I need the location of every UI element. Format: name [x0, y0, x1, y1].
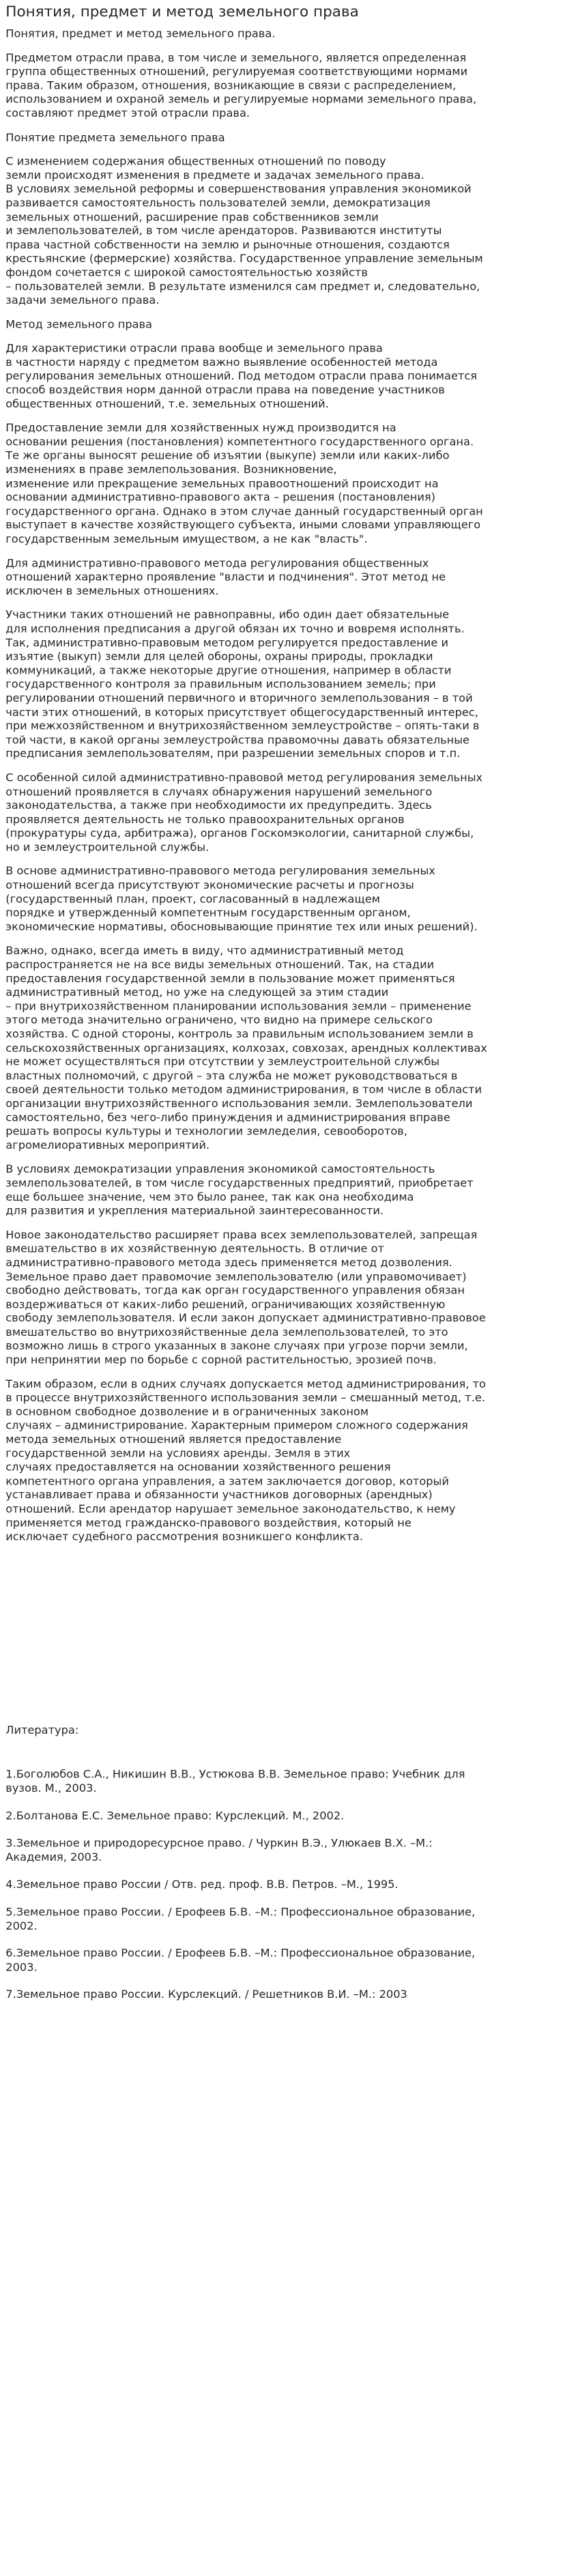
text-line: В условиях земельной реформы и совершенствования управления экономикой: [5, 182, 472, 196]
paragraph: [5, 556, 572, 598]
paragraph: [5, 1162, 572, 1218]
text-line: группа общественных отношений, регулируемая соответствующими нормами: [5, 65, 468, 78]
text-line: крестьянские (фермерские) хозяйства. Государственное управление земельным: [5, 252, 483, 266]
text-line: хозяйства. С одной стороны, контроль за правильным использованием земли в: [5, 1027, 474, 1041]
text-line: агромелиоративных мероприятий.: [5, 1139, 210, 1152]
text-line: отношений. Если арендатор нарушает земельное законодательство, к нему: [5, 1502, 456, 1515]
reference-item: [5, 1905, 572, 1933]
text-line: использованием и охраной земель и регулируемые нормами земельного права,: [5, 92, 477, 106]
text-line: возможно лишь в строго указанных в законе случаях при угрозе порчи земли,: [5, 1339, 468, 1353]
text-line: – при внутрихозяйственном планировании использования земли – применение: [5, 999, 472, 1013]
text-line: проявляется деятельность не только правоохранительных органов: [5, 812, 405, 826]
text-line: для развития и укрепления материальной заинтересованности.: [5, 1204, 384, 1218]
reference-line: 1.Боголюбов С.А., Никишин В.В., Устюкова В.В. Земельное право: Учебник для: [5, 1767, 465, 1781]
text-line: земельных отношений, расширение прав собственников земли: [5, 210, 379, 224]
text-line: способ воздействия норм данной отрасли права на поведение участников: [5, 383, 445, 397]
text-line: задачи земельного права.: [5, 294, 160, 307]
text-line: сельскохозяйственных организациях, колхозах, совхозах, арендных коллективах: [5, 1041, 487, 1055]
text-line: В основе административно-правового метода регулирования земельных: [5, 864, 435, 878]
paragraph: [5, 27, 572, 41]
text-line: отношений всегда присутствуют экономические расчеты и прогнозы: [5, 878, 414, 892]
document-body: [5, 27, 572, 1544]
text-line: части этих отношений, в которых присутствует общегосударственный интерес,: [5, 705, 478, 719]
text-line: вмешательство в их хозяйственную деятельность. В отличие от: [5, 1242, 384, 1255]
paragraph: [5, 317, 572, 331]
text-line: земли происходят изменения в предмете и задачах земельного права.: [5, 169, 424, 182]
paragraph: [5, 865, 572, 934]
text-line: права. Таким образом, отношения, возникающие в связи с распределением,: [5, 78, 457, 92]
literature-heading: Литература:: [5, 1723, 79, 1736]
text-line: еще большее значение, чем это было ранее, так как она необходима: [5, 1190, 414, 1203]
text-line: С изменением содержания общественных отношений по поводу: [5, 154, 386, 168]
reference-gap: [5, 1864, 572, 1878]
text-line: изъятие (выкуп) земли для целей обороны, охраны природы, прокладки: [5, 650, 433, 663]
paragraph: [5, 944, 572, 1152]
paragraph: [5, 1377, 572, 1544]
text-line: Земельное право дает правомочие землепользователю (или управомочивает): [5, 1270, 467, 1283]
text-line: государственным земельным имуществом, а не как "власть".: [5, 532, 368, 545]
text-line: предоставления государственной земли в пользование может применяться: [5, 971, 455, 985]
reference-item: [5, 1809, 572, 1822]
text-line: Новое законодательство расширяет права всех землепользователей, запрещая: [5, 1228, 478, 1242]
reference-item: [5, 1947, 572, 1975]
text-line: исключен в земельных отношениях.: [5, 584, 219, 597]
paragraph: [5, 51, 572, 121]
text-line: землепользователей, в том числе государственных предприятий, приобретает: [5, 1176, 474, 1190]
text-line: Участники таких отношений не равноправны, ибо один дает обязательные: [5, 608, 450, 622]
reference-line: 5.Земельное право России. / Ерофеев Б.В. –М.: Профессиональное образование,: [5, 1905, 476, 1919]
text-line: воздерживаться от каких-либо решений, ограничивающих хозяйственную: [5, 1298, 446, 1311]
text-line: отношений характерно проявление "власти и подчинения". Этот метод не: [5, 570, 446, 584]
reference-line: 2002.: [5, 1919, 38, 1932]
text-line: регулировании отношений первичного и вторичного землепользования – в той: [5, 691, 473, 705]
text-line: применяется метод гражданско-правового воздействия, который не: [5, 1516, 411, 1530]
text-line: В условиях демократизации управления экономикой самостоятельность: [5, 1162, 435, 1176]
paragraph: [5, 342, 572, 412]
reference-line: 6.Земельное право России. / Ерофеев Б.В. –М.: Профессиональное образование,: [5, 1946, 476, 1960]
paragraph: [5, 421, 572, 546]
text-line: при межхозяйственном и внутрихозяйственном землеустройстве – опять-таки в: [5, 719, 480, 732]
text-line: в частности наряду с предметом важно выявление особенностей метода: [5, 355, 438, 369]
text-line: в процессе внутрихозяйственного использования земли – смешанный метод, т.е.: [5, 1391, 486, 1405]
paragraph: [5, 131, 572, 145]
paragraph: [5, 771, 572, 855]
reference-line: 4.Земельное право России / Отв. ред. проф. В.В. Петров. –М., 1995.: [5, 1878, 399, 1891]
reference-line: 7.Земельное право России. Курслекций. / Решетников В.И. –М.: 2003: [5, 1988, 407, 2001]
text-line: но и землеустроительной службы.: [5, 840, 209, 854]
text-line: метода земельных отношений является предоставление: [5, 1433, 342, 1446]
text-line: самостоятельно, без чего-либо принуждения и администрирования вправе: [5, 1111, 450, 1124]
text-line: государственного контроля за правильным использованием земель; при: [5, 677, 436, 691]
text-line: общественных отношений, т.е. земельных отношений.: [5, 397, 329, 411]
text-line: Важно, однако, всегда иметь в виду, что административный метод: [5, 944, 404, 958]
text-line: устанавливает права и обязанности участников договорных (арендных): [5, 1488, 433, 1502]
text-line: и землепользователей, в том числе арендаторов. Развиваются институты: [5, 224, 442, 238]
text-line: Понятия, предмет и метод земельного права.: [5, 27, 276, 40]
blank-space: [5, 1554, 572, 1723]
text-line: основании решения (постановления) компетентного государственного органа.: [5, 435, 474, 448]
text-line: коммуникаций, а также некоторые другие отношения, например в области: [5, 663, 452, 677]
text-line: (прокуратуры суда, арбитража), органов Госкомэкологии, санитарной службы,: [5, 827, 474, 840]
text-line: Таким образом, если в одних случаях допускается метод администрирования, то: [5, 1377, 486, 1390]
text-line: организации внутрихозяйственного использования земли. Землепользователи: [5, 1097, 473, 1111]
reference-line: 2.Болтанова Е.С. Земельное право: Курслекций. М., 2002.: [5, 1809, 345, 1822]
text-line: основании административно-правового акта – решения (постановления): [5, 490, 435, 504]
reference-item: [5, 1768, 572, 1796]
text-line: Понятие предмета земельного права: [5, 130, 225, 144]
text-line: вмешательство во внутрихозяйственные дела землепользователей, то это: [5, 1325, 448, 1339]
text-line: для исполнения предписания а другой обязан их точно и вовремя исполнять.: [5, 622, 465, 635]
reference-line: вузов. М., 2003.: [5, 1781, 97, 1795]
reference-gap: [5, 1933, 572, 1947]
reference-gap: [5, 1796, 572, 1809]
text-line: Те же органы выносят решение об изъятии (выкупе) земли или каких-либо: [5, 448, 450, 462]
text-line: С особенной силой административно-правовой метод регулирования земельных: [5, 771, 483, 784]
text-line: административно-правового метода здесь применяется метод дозволения.: [5, 1256, 452, 1270]
text-line: этого метода значительно ограничено, что видно на примере сельского: [5, 1013, 433, 1027]
text-line: административный метод, но уже на следующей за этим стадии: [5, 986, 389, 999]
text-line: Для административно-правового метода регулирования общественных: [5, 556, 429, 570]
text-line: развивается самостоятельность пользователей земли, демократизация: [5, 196, 431, 210]
text-line: Метод земельного права: [5, 317, 153, 331]
reference-gap: [5, 1823, 572, 1837]
text-line: отношений проявляется в случаях обнаружения нарушений земельного: [5, 785, 433, 799]
reference-item: [5, 1878, 572, 1891]
text-line: случаях предоставляется на основании хозяйственного решения: [5, 1460, 391, 1474]
text-line: выступает в качестве хозяйствующего субъекта, иными словами управляющего: [5, 518, 481, 532]
reference-list: [5, 1768, 572, 2002]
reference-line: 3.Земельное и природоресурсное право. / Чуркин В.Э., Улюкаев В.Х. –М.:: [5, 1836, 433, 1850]
reference-gap: [5, 1892, 572, 1906]
text-line: фондом сочетается с широкой самостоятельностью хозяйств: [5, 266, 368, 279]
text-line: властных полномочий, с другой – эта служба не может руководствоваться в: [5, 1069, 458, 1083]
text-line: свободу землепользователя. И если закон допускает административно-правовое: [5, 1311, 486, 1325]
text-line: – пользователей земли. В результате изменился сам предмет и, следовательно,: [5, 279, 480, 293]
page-title: Понятия, предмет и метод земельного права: [5, 3, 359, 20]
text-line: порядке и утвержденный компетентным государственным органом,: [5, 906, 411, 919]
text-line: при непринятии мер по борьбе с сорной растительностью, эрозией почв.: [5, 1353, 437, 1366]
text-line: предписания землепользователям, при разрешении земельных споров и т.п.: [5, 747, 461, 760]
text-line: права частной собственности на землю и рыночные отношения, создаются: [5, 238, 450, 251]
text-line: Для характеристики отрасли права вообще и земельного права: [5, 341, 383, 355]
reference-item: [5, 1988, 572, 2001]
reference-line: Академия, 2003.: [5, 1850, 102, 1864]
text-line: составляют предмет этой отрасли права.: [5, 106, 250, 120]
text-line: решать вопросы культуры и технологии земледелия, севооборотов,: [5, 1124, 407, 1138]
text-line: в основном свободное дозволение и в ограниченных законом: [5, 1405, 369, 1418]
text-line: изменениях в праве землепользования. Возникновение,: [5, 463, 337, 476]
text-line: той части, в какой органы землеустройства правомочны давать обязательные: [5, 733, 469, 747]
text-line: регулирования земельных отношений. Под методом отрасли права понимается: [5, 369, 478, 383]
text-line: компетентного органа управления, а затем заключается договор, который: [5, 1474, 449, 1488]
reference-line: 2003.: [5, 1960, 38, 1974]
text-line: распространяется не на все виды земельных отношений. Так, на стадии: [5, 958, 435, 971]
text-line: свободно действовать, тогда как орган государственного управления обязан: [5, 1283, 465, 1297]
text-line: законодательства, а также при необходимости их предупредить. Здесь: [5, 799, 432, 812]
reference-item: [5, 1837, 572, 1865]
text-line: случаях – администрирование. Характерным примером сложного содержания: [5, 1418, 468, 1432]
reference-gap: [5, 1975, 572, 1988]
text-line: (государственный план, проект, согласованный в надлежащем: [5, 892, 380, 906]
text-line: своей деятельности только методом администрирования, в том числе в области: [5, 1083, 482, 1096]
text-line: исключает судебного рассмотрения возникшего конфликта.: [5, 1530, 363, 1543]
text-line: изменение или прекращение земельных правоотношений происходит на: [5, 476, 439, 490]
text-line: Так, административно-правовым методом регулируется предоставление и: [5, 635, 448, 649]
paragraph: [5, 155, 572, 308]
text-line: Предоставление земли для хозяйственных нужд производится на: [5, 421, 396, 435]
text-line: Предметом отрасли права, в том числе и земельного, является определенная: [5, 51, 467, 64]
paragraph: [5, 1229, 572, 1367]
text-line: государственной земли на условиях аренды. Земля в этих: [5, 1446, 351, 1460]
text-line: государственного органа. Однако в этом случае данный государственный орган: [5, 504, 483, 518]
paragraph: [5, 608, 572, 761]
text-line: экономические нормативы, обосновывающие принятие тех или иных решений).: [5, 920, 478, 934]
text-line: не может осуществляться при отсутствии у землеустроительной службы: [5, 1055, 440, 1069]
